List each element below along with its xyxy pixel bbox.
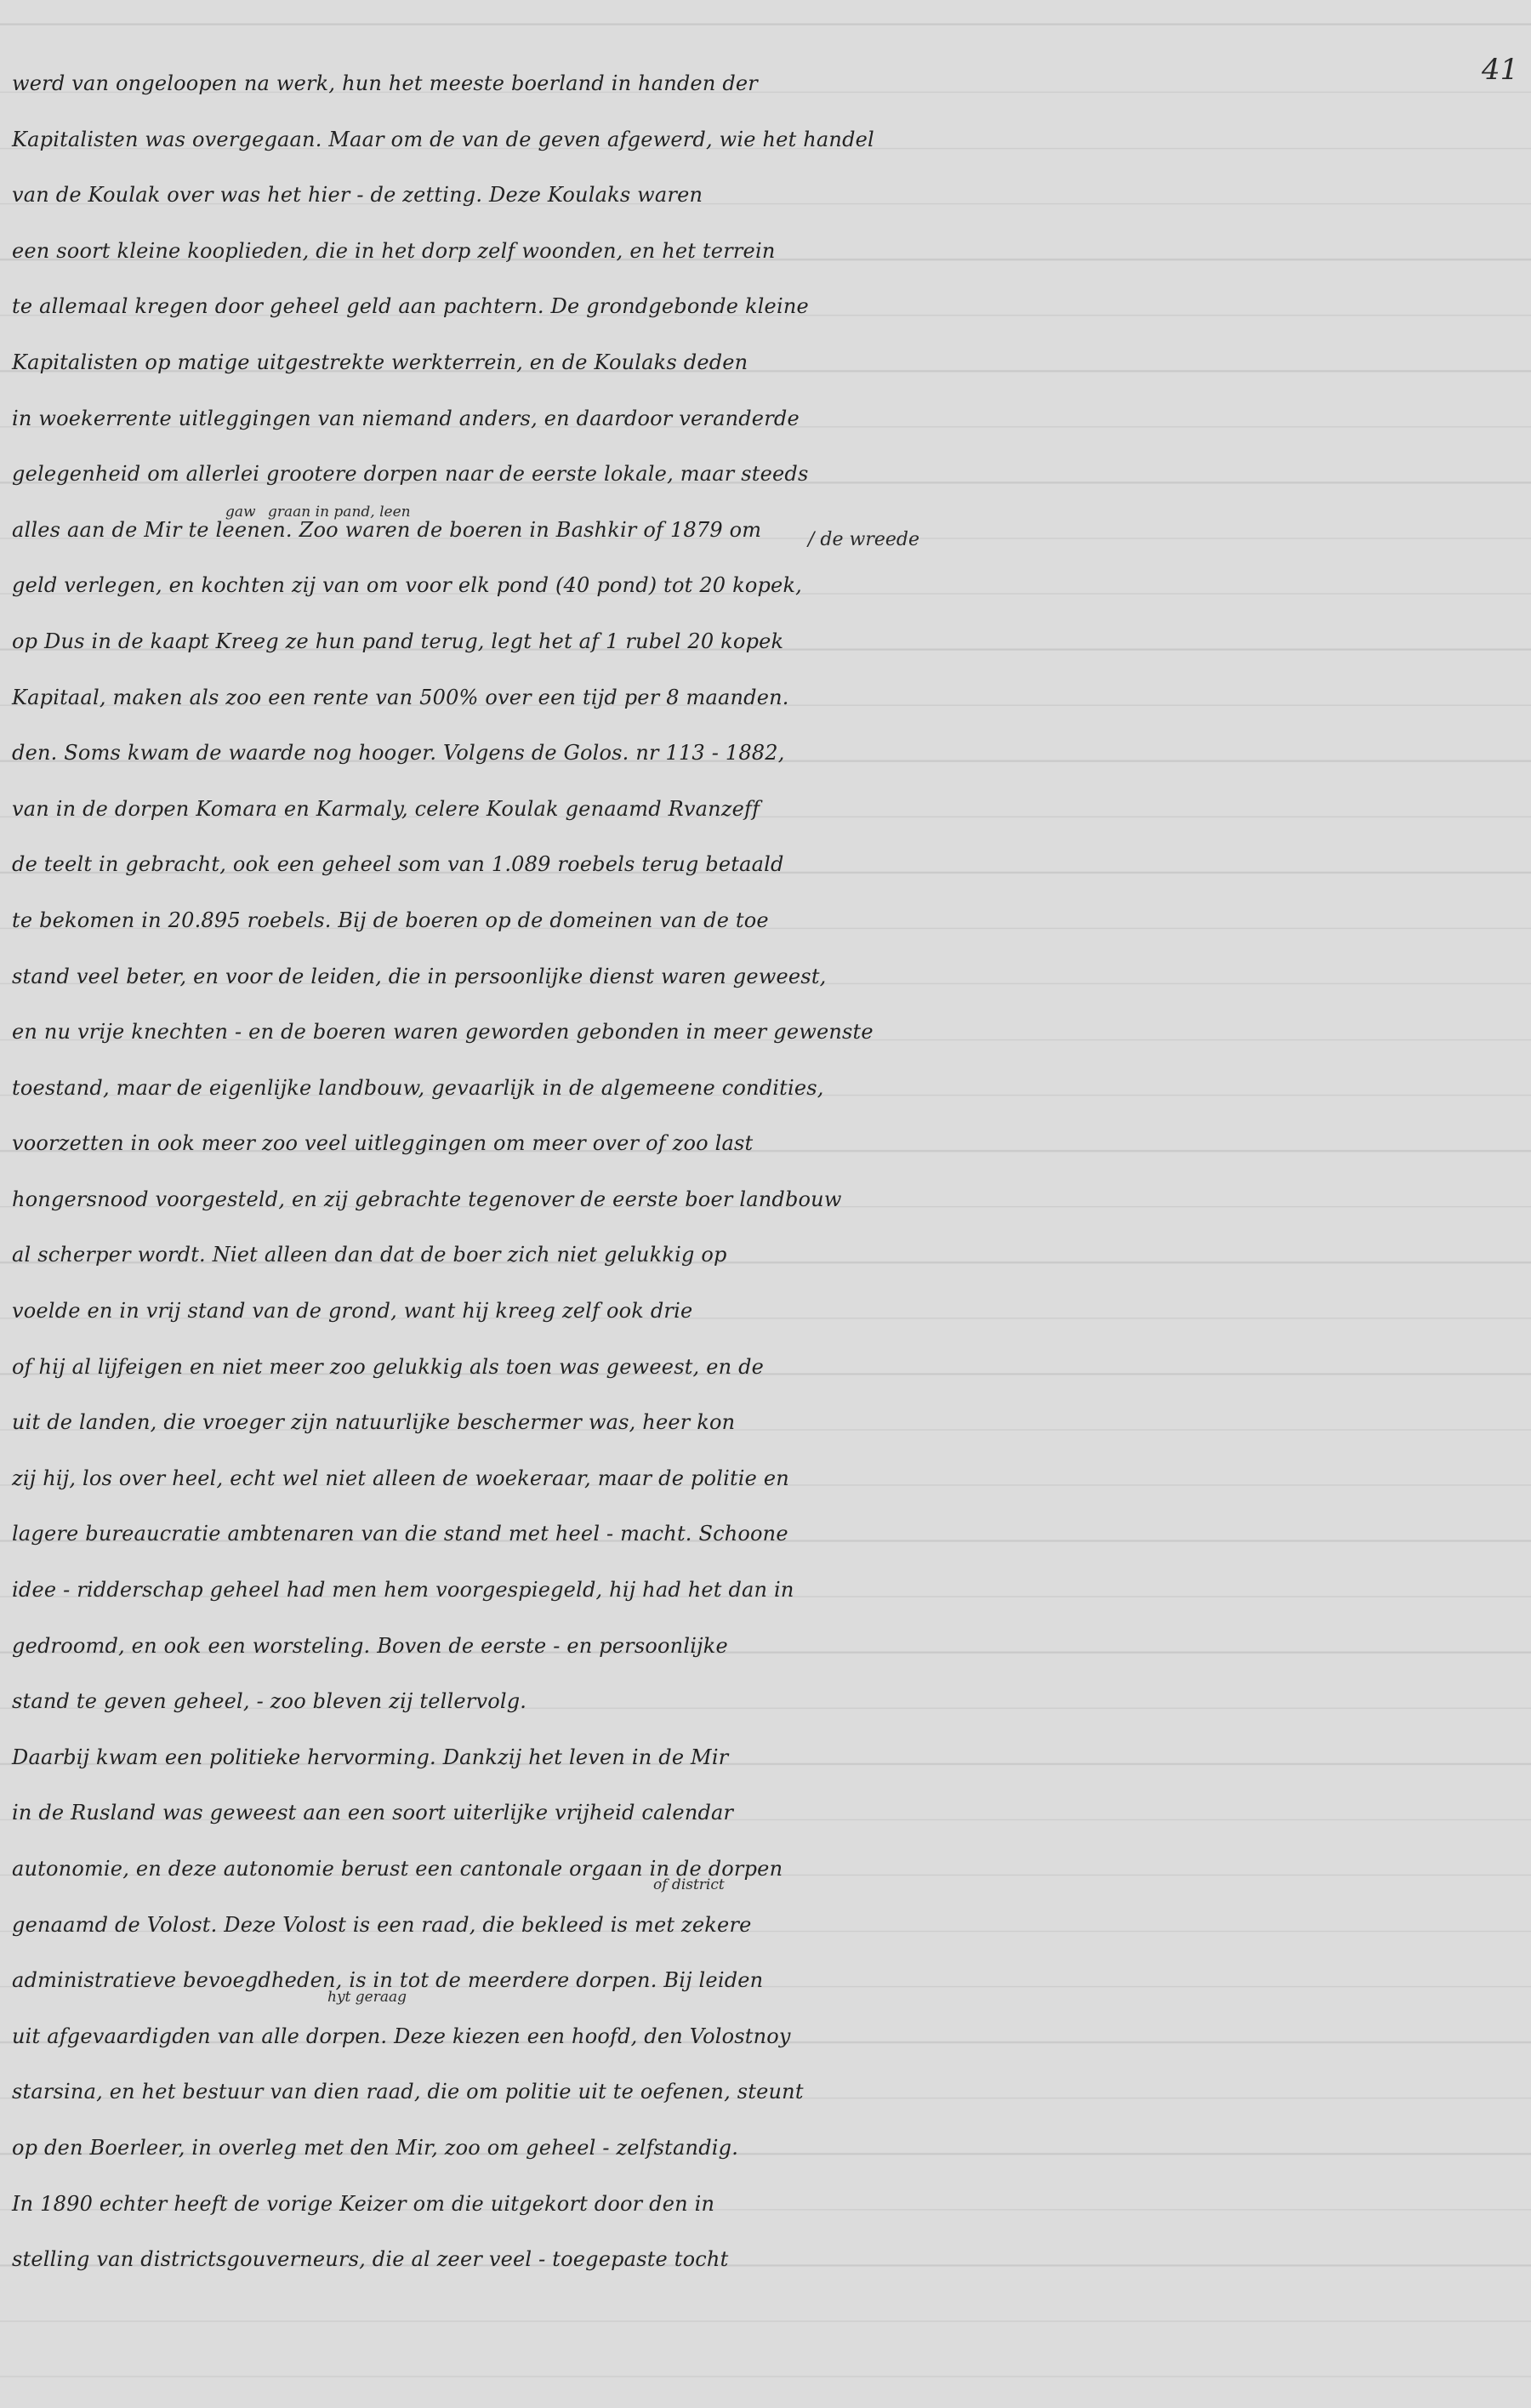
margin-note: / de wreede: [808, 529, 919, 550]
text-line: te bekomen in 20.895 roebels. Bij de boeren op de domeinen van de toe: [12, 908, 769, 932]
text-line: uit de landen, die vroeger zijn natuurlijke beschermer was, heer kon: [12, 1410, 736, 1435]
text-line: gedroomd, en ook een worsteling. Boven de eerste - en persoonlijke: [12, 1633, 728, 1658]
page-number: 41: [1482, 53, 1519, 87]
text-line: genaamd de Volost. Deze Volost is een raad, die bekleed is met zekere: [12, 1912, 752, 1937]
text-line: van de Koulak over was het hier - de zetting. Deze Koulaks waren: [12, 183, 703, 208]
text-line: of hij al lijfeigen en niet meer zoo gelukkig als toen was geweest, en de: [12, 1354, 765, 1379]
text-line: alles aan de Mir te leenen. Zoo waren de boeren in Bashkir of 1879 om: [12, 517, 762, 542]
text-line: den. Soms kwam de waarde nog hooger. Volgens de Golos. nr 113 - 1882,: [12, 741, 785, 766]
text-line: stand veel beter, en voor de leiden, die in persoonlijke dienst waren geweest,: [12, 964, 827, 988]
text-line: Kapitalisten was overgegaan. Maar om de van de geven afgewerd, wie het handel: [12, 127, 874, 151]
text-line: in woekerrente uitleggingen van niemand anders, en daardoor veranderde: [12, 406, 800, 430]
text-line: zij hij, los over heel, echt wel niet alleen de woekeraar, maar de politie en: [12, 1466, 789, 1490]
text-line: op Dus in de kaapt Kreeg ze hun pand terug, legt het af 1 rubel 20 kopek: [12, 629, 784, 653]
text-line: stand te geven geheel, - zoo bleven zij tellervolg.: [12, 1689, 527, 1714]
text-line: de teelt in gebracht, ook een geheel som van 1.089 roebels terug betaald: [12, 852, 784, 877]
text-line: Kapitalisten op matige uitgestrekte werkterrein, en de Koulaks deden: [12, 350, 748, 374]
text-line: voelde en in vrij stand van de grond, want hij kreeg zelf ook drie: [12, 1299, 693, 1324]
text-line: autonomie, en deze autonomie berust een cantonale orgaan in de dorpen: [12, 1857, 783, 1881]
text-line: toestand, maar de eigenlijke landbouw, gevaarlijk in de algemeene condities,: [12, 1075, 824, 1100]
text-line: Kapitaal, maken als zoo een rente van 500% over een tijd per 8 maanden.: [12, 685, 789, 709]
text-line: stelling van districtsgouverneurs, die al zeer veel - toegepaste tocht: [12, 2247, 729, 2272]
text-line: administratieve bevoegdheden, is in tot de meerdere dorpen. Bij leiden: [12, 1968, 764, 1993]
text-line: op den Boerleer, in overleg met den Mir, zoo om geheel - zelfstandig.: [12, 2135, 739, 2160]
interlinear-insertion: hyt geraag: [327, 1989, 407, 2006]
text-line: te allemaal kregen door geheel geld aan pachtern. De grondgebonde kleine: [12, 294, 809, 319]
text-line: gelegenheid om allerlei grootere dorpen naar de eerste lokale, maar steeds: [12, 462, 809, 487]
text-line: Daarbij kwam een politieke hervorming. Dankzij het leven in de Mir: [12, 1745, 729, 1769]
text-line: In 1890 echter heeft de vorige Keizer om die uitgekort door den in: [12, 2191, 715, 2216]
handwritten-text-block: [12, 56, 931, 2288]
text-line: uit afgevaardigden van alle dorpen. Deze kiezen een hoofd, den Volostnoy: [12, 2024, 791, 2048]
text-line: werd van ongeloopen na werk, hun het meeste boerland in handen der: [12, 71, 758, 95]
text-line: idee - ridderschap geheel had men hem voorgespiegeld, hij had het dan in: [12, 1578, 794, 1602]
text-line: van in de dorpen Komara en Karmaly, celere Koulak genaamd Rvanzeff: [12, 796, 760, 821]
text-line: geld verlegen, en kochten zij van om voor elk pond (40 pond) tot 20 kopek,: [12, 573, 803, 598]
text-line: in de Rusland was geweest aan een soort uiterlijke vrijheid calendar: [12, 1801, 734, 1825]
text-line: starsina, en het bestuur van dien raad, die om politie uit te oefenen, steunt: [12, 2080, 804, 2104]
text-line: al scherper wordt. Niet alleen dan dat de boer zich niet gelukkig op: [12, 1243, 727, 1267]
text-line: voorzetten in ook meer zoo veel uitleggingen om meer over of zoo last: [12, 1131, 754, 1156]
text-line: lagere bureaucratie ambtenaren van die stand met heel - macht. Schoone: [12, 1522, 788, 1546]
text-line: een soort kleine kooplieden, die in het dorp zelf woonden, en het terrein: [12, 238, 776, 263]
interlinear-insertion: gaw: [225, 504, 256, 521]
interlinear-insertion: graan in pand, leen: [268, 504, 411, 521]
text-line: en nu vrije knechten - en de boeren waren geworden gebonden in meer gewenste: [12, 1020, 874, 1045]
text-line: hongersnood voorgesteld, en zij gebrachte tegenover de eerste boer landbouw: [12, 1187, 842, 1211]
interlinear-insertion: of district: [653, 1876, 725, 1893]
